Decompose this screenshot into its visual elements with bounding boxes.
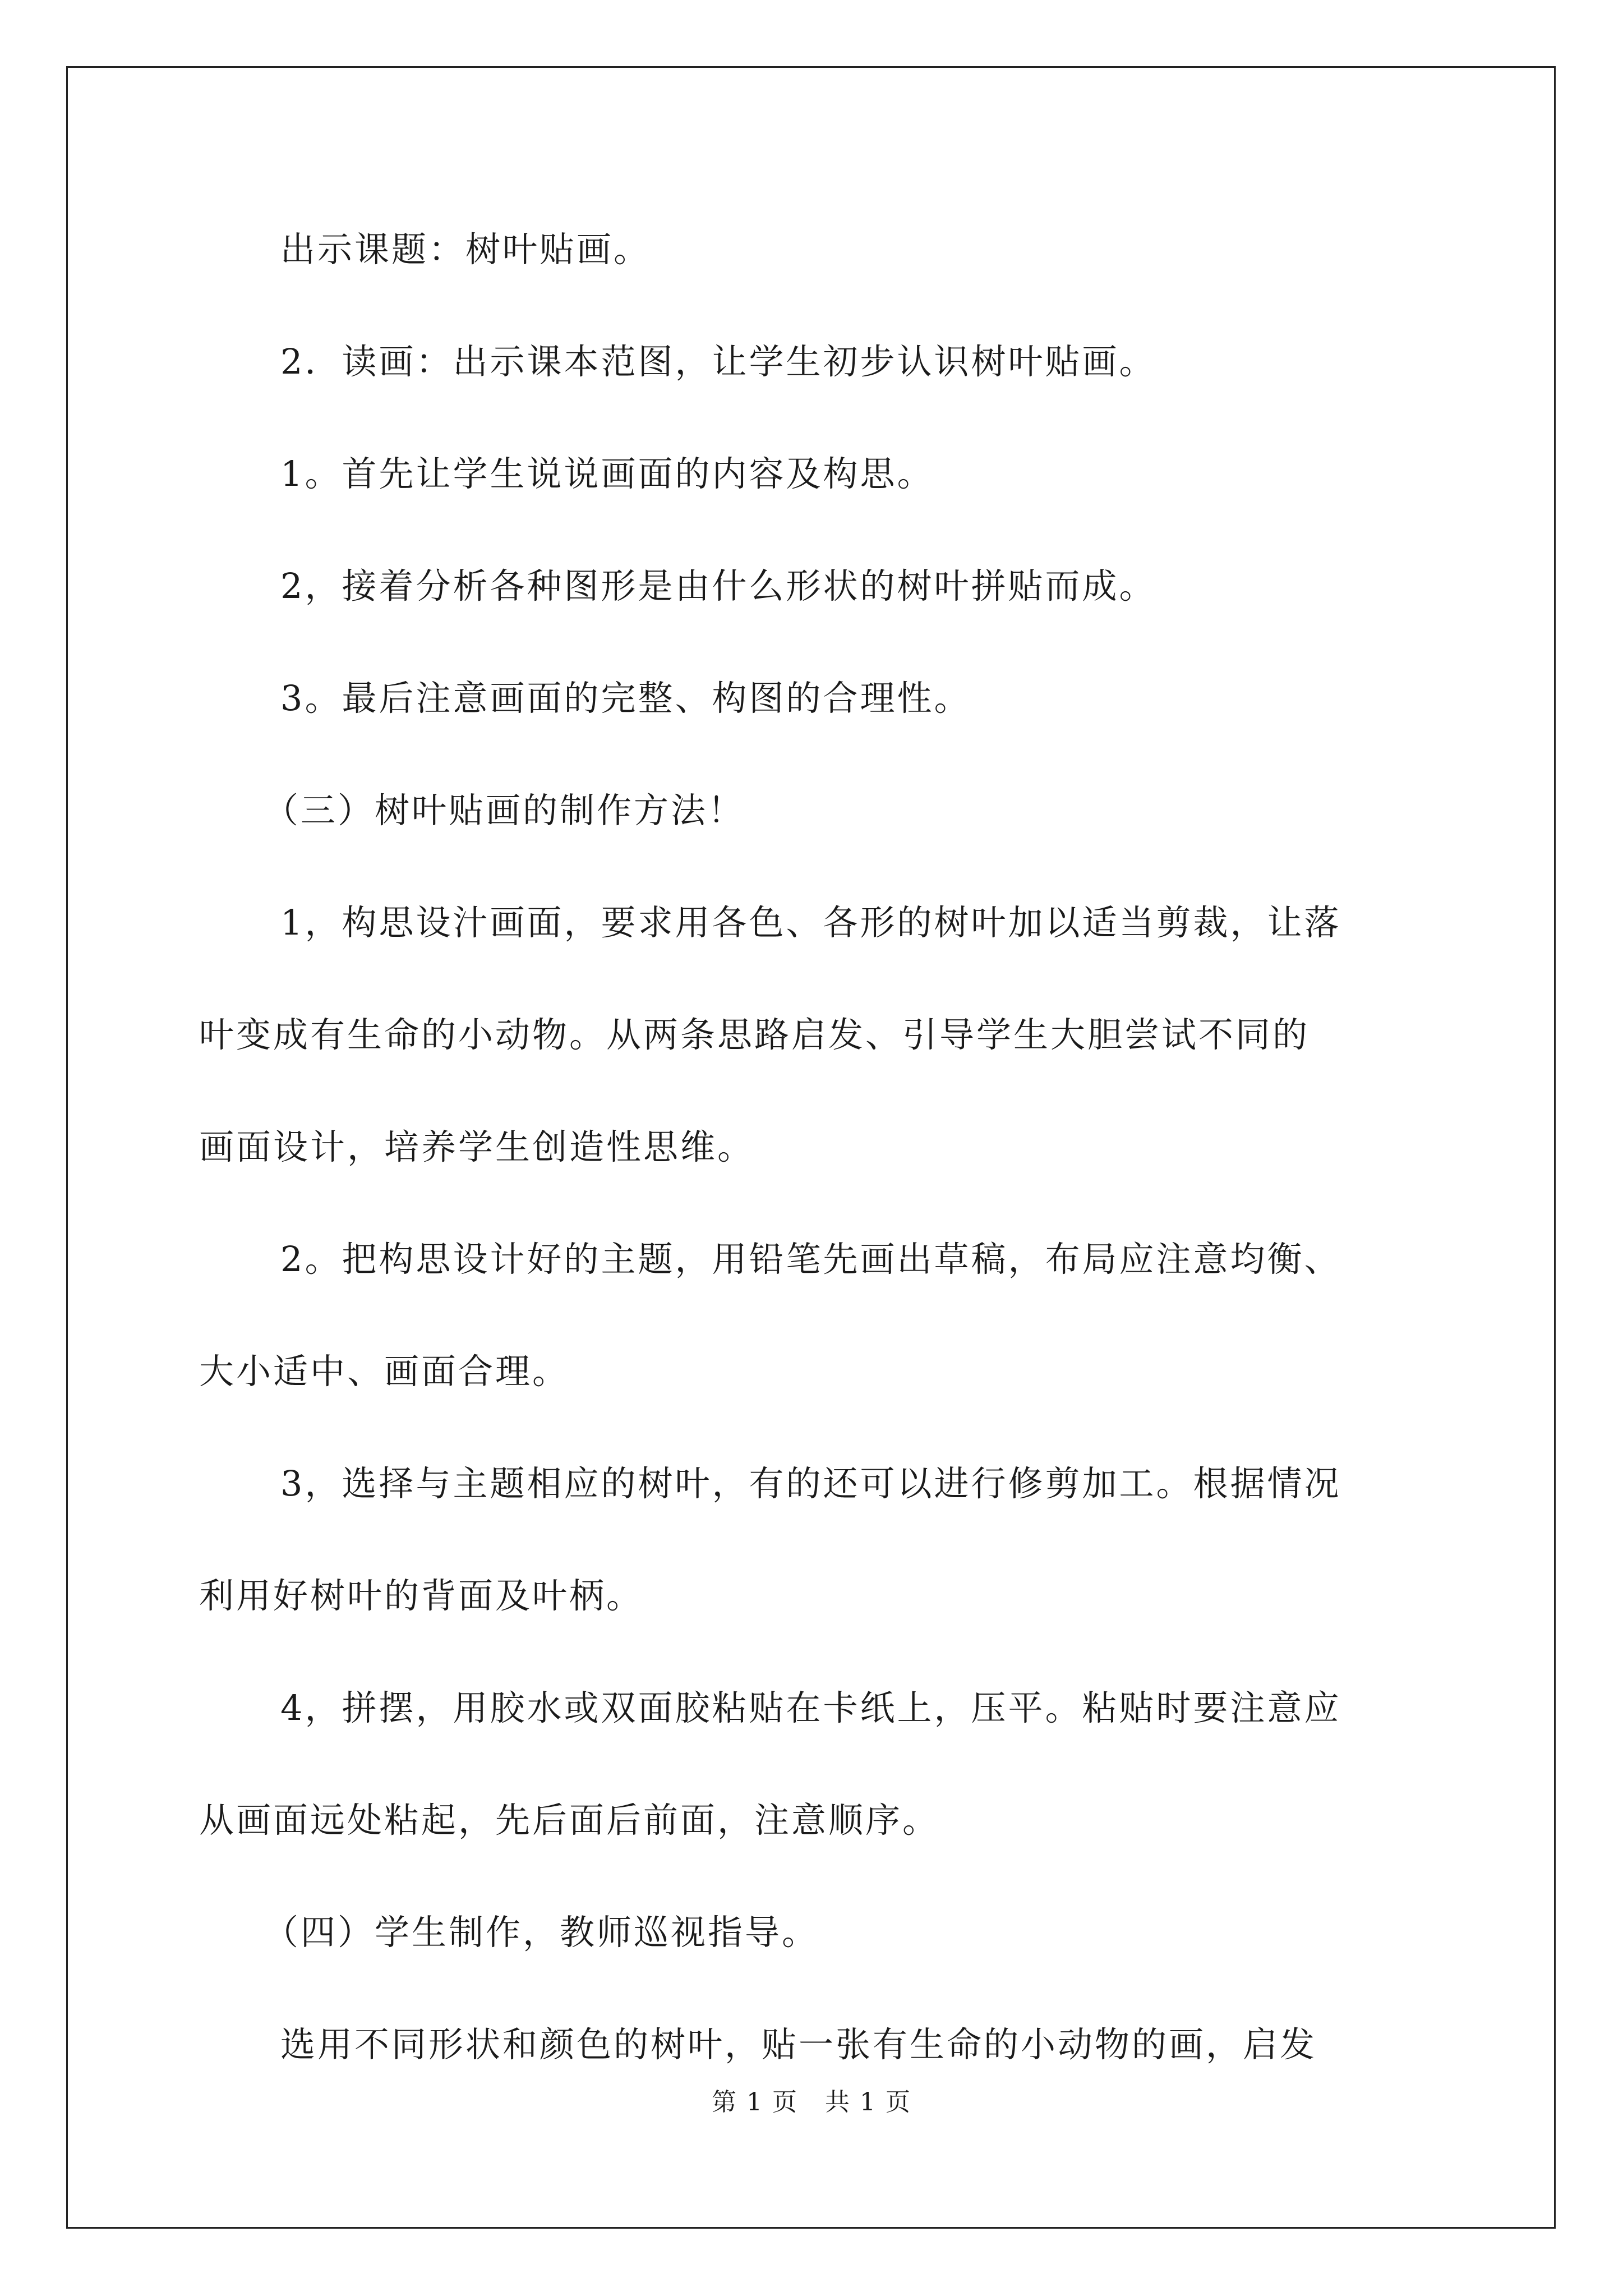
paragraph-line: 4，拼摆，用胶水或双面胶粘贴在卡纸上，压平。粘贴时要注意应 bbox=[280, 1687, 1341, 1728]
page-number-footer: 第 1 页 共 1 页 bbox=[712, 2088, 911, 2116]
paragraph-line: 1。首先让学生说说画面的内容及构思。 bbox=[280, 453, 934, 494]
paragraph-line: 2，接着分析各种图形是由什么形状的树叶拼贴而成。 bbox=[280, 565, 1156, 606]
paragraph-line: 画面设计，培养学生创造性思维。 bbox=[199, 1126, 755, 1167]
paragraph-line: 3，选择与主题相应的树叶，有的还可以进行修剪加工。根据情况 bbox=[280, 1463, 1341, 1504]
section-heading: （四）学生制作，教师巡视指导。 bbox=[264, 1912, 819, 1953]
paragraph-line: 大小适中、画面合理。 bbox=[199, 1351, 570, 1392]
paragraph-line: 2。把构思设计好的主题，用铅笔先画出草稿，布局应注意均衡、 bbox=[280, 1239, 1341, 1280]
paragraph-line: 利用好树叶的背面及叶柄。 bbox=[199, 1575, 644, 1616]
paragraph-line: 从画面远处粘起，先后面后前面，注意顺序。 bbox=[199, 1800, 940, 1841]
paragraph-line: 选用不同形状和颜色的树叶，贴一张有生命的小动物的画，启发 bbox=[280, 2024, 1317, 2065]
paragraph-line: 1，构思设汁画面，要求用各色、各形的树叶加以适当剪裁，让落 bbox=[280, 902, 1341, 943]
paragraph-line: 2．读画：出示课本范图，让学生初步认识树叶贴画。 bbox=[280, 341, 1156, 382]
paragraph-line: 叶变成有生命的小动物。从两条思路启发、引导学生大胆尝试不同的 bbox=[199, 1014, 1310, 1055]
paragraph-line: 3。最后注意画面的完整、构图的合理性。 bbox=[280, 678, 971, 719]
paragraph-line: 出示课题：树叶贴画。 bbox=[280, 229, 651, 270]
section-heading: （三）树叶贴画的制作方法！ bbox=[264, 790, 745, 831]
